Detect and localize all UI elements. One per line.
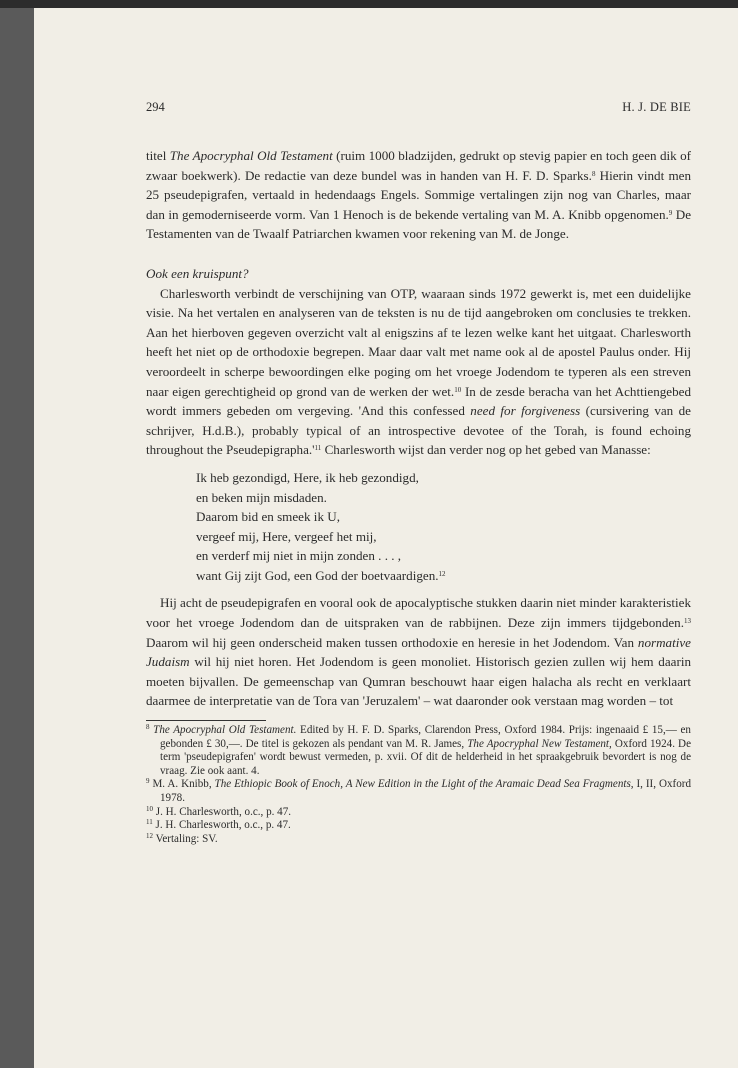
text-run: Oxford 1924. De term 'pseudepigrafen' wordt bewust vermeden, p. xvii. Of dit de helderheid in het spraakgebruik bevordert is nog de vraag. Zie ook aant. 4. [160,737,691,777]
paragraph-2 [146,284,691,460]
scan-border [0,0,738,8]
running-header [146,98,691,116]
paragraph-1 [146,146,691,244]
text-run: (ruim 1000 bladzijden, gedrukt op stevig papier en toch geen dik of zwaar boekwerk). De redactie van deze bundel was in handen van H. F. D. Sparks. [146,148,691,183]
text-run: M. A. Knibb, [152,778,215,791]
footnote-number: 8 [146,723,150,732]
prayer-line: vergeef mij, Here, vergeef het mij, [196,528,377,544]
section-heading: Ook een kruispunt? [146,265,249,281]
footnote-number: 9 [146,777,150,786]
book-page [34,8,738,1068]
text-run: J. H. Charlesworth, o.c., p. 47. [155,805,292,818]
text-run: De Testamenten van de Twaalf Patriarchen kwamen voor rekening van M. de Jonge. [146,206,691,242]
footnotes [146,724,691,846]
text-run: In de zesde beracha van het Achttiengebed wordt immers gebeden om vergeving. 'And this confessed [146,383,691,419]
text-run: J. H. Charlesworth, o.c., p. 47. [155,819,291,832]
prayer-line: Daarom bid en smeek ik U, [196,509,340,525]
footnote-11 [146,818,691,833]
footnote-ref-12: 12 [438,569,446,578]
book-title: The Apocryphal New Testament, [467,737,612,750]
text-run: Edited by H. F. D. Sparks, Clarendon Press, Oxford 1984. Prijs: ingenaaid £ 15,— en gebonden £ 30,—. De titel is gekozen als pendant van M. R. James, [160,724,691,750]
footnote-number: 12 [146,831,153,840]
paragraph-3 [146,593,691,711]
emphasis: normative Judaism [146,634,691,670]
footnote-number: 11 [146,818,153,827]
text-run: Hij acht de pseudepigrafen en vooral ook de apocalyptische stukken daarin niet minder karakteristiek voor het vroege Jodendom dan de uitspraken van de rabbijnen. Deze zijn immers tijdgebonden. [146,595,691,631]
body-text [146,146,691,711]
text-run: Vertaling: SV. [155,832,218,845]
book-title: The Ethiopic Book of Enoch, A New Edition in the Light of the Aramaic Dead Sea Fragments, [214,778,634,791]
footnote-ref-10: 10 [454,385,462,394]
emphasis: need for forgiveness [470,403,581,419]
footnote-ref-9: 9 [668,208,673,217]
footnote-12 [146,831,691,847]
footnote-10 [146,804,691,820]
footnote-ref-13: 13 [684,617,691,626]
prayer-line-text: want Gij zijt God, een God der boetvaardigen. [196,567,439,583]
text-run: Hierin vindt men 25 pseudepigrafen, vertaald in hedendaags Engels. Sommige vertalingen zijn nog van Charles, maar dan in gemoderniseerde vorm. Van 1 Henoch is de bekende vertaling van M. A. Knibb opgenomen. [146,167,691,222]
spacer [146,244,691,264]
text-run: I, II, Oxford 1978. [160,778,691,804]
page-number: 294 [146,100,165,114]
book-title: The Apocryphal Old Testament [169,148,333,163]
book-title: The Apocryphal Old Testament. [153,724,297,737]
text-block [146,98,691,846]
text-run: wil hij niet horen. Het Jodendom is geen monoliet. Historisch gezien zullen wij hem daarin moeten bijvallen. De gemeenschap van Qumran beschouwt haar eigen halacha als recht en verklaart daarmee de interpretatie van de Tora van 'Jeruzalem' – wat daaronder ook verstaan mag worden – tot [146,654,691,709]
footnote-ref-11: 11 [314,444,322,453]
text-run: Daarom wil hij geen onderscheid maken tussen orthodoxie en heresie in het Jodendom. Van [146,634,638,650]
prayer-line: en verderf mij niet in mijn zonden . . . , [196,548,402,564]
text-run: Charlesworth verbindt de verschijning van OTP, waaraan sinds 1972 gewerkt is, met een duidelijke visie. Na het vertalen en analyseren van de teksten is nu de tijd aangebroken om conclusies te trekken. Aan het hierboven gegeven overzicht valt al enigszins af te lezen welke kant het uitgaat. Charlesworth heeft het niet op de orthodoxie begrepen. Maar daar valt met name ook al de apostel Paulus onder. Hij veroordeelt in scherpe bewoordingen elke poging om het vroege Jodendom te typeren als een streven naar eigen gerechtigheid op grond van de werken der wet. [146,285,691,399]
footnote-ref-8: 8 [591,169,596,178]
text-run: (cursivering van de schrijver, H.d.B.), probably typical of an introspective devotee of the Torah, is found echoing throughout the Pseudepigrapha.' [146,403,691,458]
prayer-line: en beken mijn misdaden. [196,489,327,505]
prayer-line-last [196,566,691,586]
text-run: titel [146,148,170,163]
text-run: Charlesworth wijst dan verder nog op het gebed van Manasse: [321,442,651,458]
footnote-number: 10 [146,804,153,813]
prayer-line: Ik heb gezondigd, Here, ik heb gezondigd, [196,469,419,485]
quoted-prayer [196,468,691,586]
footnote-8 [146,723,691,778]
running-head-author: H. J. DE BIE [622,100,691,114]
footnote-9 [146,777,691,805]
